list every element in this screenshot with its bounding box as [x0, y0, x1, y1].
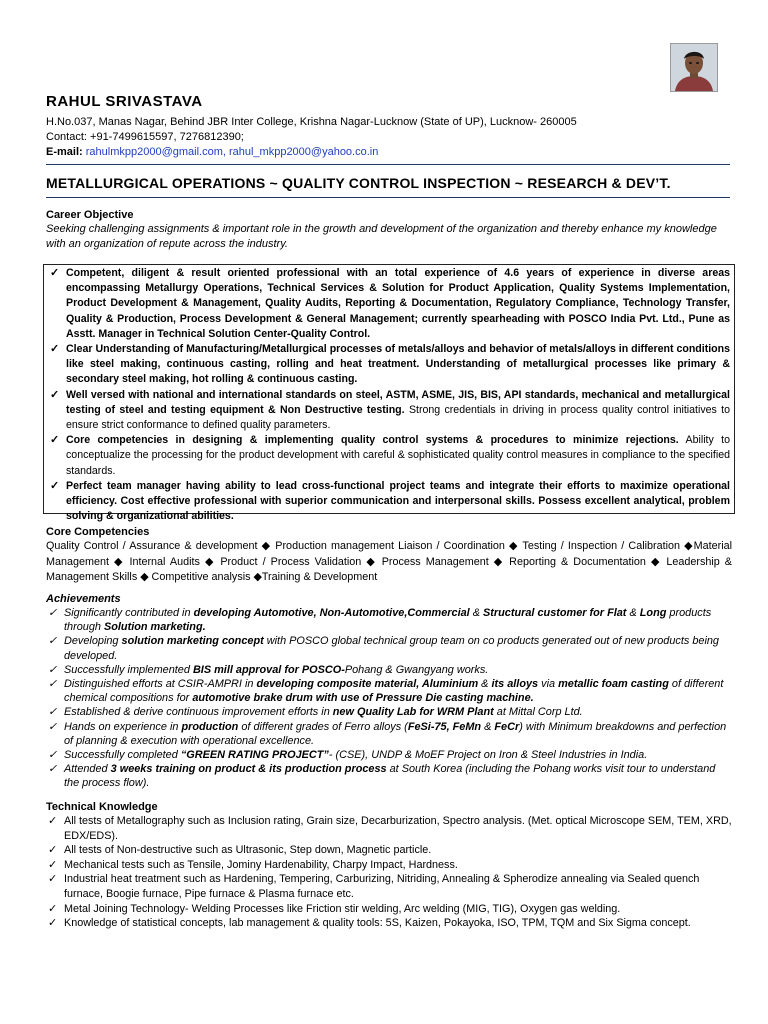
achievement-item — [46, 762, 732, 790]
achievement-highlight: Structural customer for Flat — [483, 607, 627, 619]
achievement-text: - (CSE), UNDP & MoEF Project on Iron & Steel Industries in India. — [328, 749, 648, 762]
technical-knowledge-text: Metal Joining Technology- Welding Processes like Friction stir welding, Arc welding (MIG, TIG), Oxygen gas welding. — [64, 902, 621, 915]
achievement-item — [46, 748, 732, 762]
achievement-text: of different grades of Ferro alloys ( — [238, 720, 408, 733]
person-photo-icon — [671, 44, 717, 91]
achievement-highlight: solution marketing concept — [121, 635, 264, 648]
achievement-text: products through — [64, 607, 712, 634]
summary-item — [48, 433, 730, 479]
achievement-highlight: developing Automotive, Non-Automotive,Commercial — [193, 607, 470, 619]
achievement-text: & — [478, 678, 492, 691]
profile-photo — [670, 43, 718, 92]
check-icon: ✓ — [50, 343, 60, 356]
check-icon: ✓ — [48, 815, 58, 827]
check-icon: ✓ — [48, 720, 58, 733]
achievement-highlight: FeSi-75, FeMn — [407, 720, 482, 733]
summary-item-bold: Clear Understanding of Manufacturing/Metallurgical processes of metals/alloys and behavior of metals/alloys in different conditions like steel making, continuous casting, rolling and heat treatment. Understanding of metallurgical processes like primary & secondary steel making, hot rolling & continuous casting. — [66, 343, 731, 386]
achievement-text: with POSCO global technical group team on co products generated out of new products being developed. — [64, 635, 719, 662]
achievements-list — [46, 606, 732, 791]
check-icon: ✓ — [48, 663, 58, 676]
check-icon: ✓ — [48, 635, 58, 648]
achievement-text: via — [538, 678, 559, 691]
achievement-text: at South Korea (including the Pohang works visit tour to understand the process flow). — [64, 763, 716, 790]
check-icon: ✓ — [48, 917, 58, 930]
contact-header — [46, 93, 726, 160]
achievement-text: & — [469, 607, 484, 619]
achievement-item — [46, 634, 732, 662]
career-objective-title: Career Objective — [46, 209, 134, 221]
check-icon: ✓ — [48, 678, 58, 691]
achievement-highlight: production — [181, 720, 239, 733]
divider-bottom — [46, 197, 730, 198]
summary-item — [48, 388, 730, 434]
check-icon: ✓ — [50, 434, 60, 447]
summary-item-text: Ability to conceptualize the processing for the product development with careful & sophisticated quality control measures in compliance to the specified standards. — [66, 434, 730, 477]
achievement-item — [46, 606, 732, 634]
check-icon: ✓ — [48, 902, 58, 915]
achievement-highlight: developing composite material, Aluminium — [256, 678, 479, 691]
check-icon: ✓ — [48, 607, 58, 619]
achievement-item — [46, 705, 732, 719]
achievement-item — [46, 677, 732, 705]
achievement-highlight: “GREEN RATING PROJECT” — [180, 749, 329, 762]
achievement-text: Hands on experience in — [64, 720, 182, 733]
technical-knowledge-text: All tests of Metallography such as Inclusion rating, Grain size, Decarburization, Spectro analysis. (Met. optical Microscope SEM, TEM, XRD, EDX/EDS). — [64, 815, 732, 842]
divider-top — [46, 164, 730, 165]
achievement-text: & — [481, 720, 495, 733]
achievement-text: Significantly contributed in — [64, 607, 194, 619]
summary-item-bold: Competent, diligent & result oriented professional with an total experience of 4.6 years of experience in diverse areas encompassing Metallurgy Operations, Technical Services & Solution for Product Application, Quality Systems Implementation, Product Development & Management, Quality Audits, Reporting & Documentation, Regulatory Compliance, Technology Transfer, Quality & Production, Process Development & General Management; currently spearheading with POSCO India Pvt. Ltd., Pune as Asstt. Manager in Technical Solution Center-Quality Control. — [66, 267, 730, 340]
technical-knowledge-item — [46, 814, 732, 843]
technical-knowledge-item — [46, 872, 732, 901]
achievement-text: Successfully completed — [64, 749, 181, 762]
core-competencies-text: Quality Control / Assurance & development ◆ Production management Liaison / Coordination ◆ Testing / Inspection / Calibration ◆Material Management ◆ Internal Audits ◆ Product / Process Validation ◆ Process Management ◆ Reporting & Documentation ◆ Leadership & Management Skills ◆ Competitive analysis ◆Training & Development — [46, 540, 732, 584]
summary-item-bold: Well versed with national and international standards on steel, ASTM, ASME, JIS, BIS, API standards, mechanical and metallurgical testing of steel and testing equipment & Non Destructive testing. — [66, 388, 730, 416]
achievement-text: Successfully implemented — [64, 663, 193, 676]
achievement-text: Developing — [64, 635, 122, 648]
achievement-text: & — [626, 607, 640, 619]
technical-knowledge-item — [46, 858, 732, 873]
summary-box — [43, 264, 735, 523]
achievement-text: Distinguished efforts at CSIR-AMPRI in — [64, 678, 257, 691]
achievement-text: of different chemical compositions for — [64, 678, 724, 705]
achievement-highlight: Solution marketing. — [103, 621, 206, 634]
achievements-title: Achievements — [46, 593, 121, 605]
career-objective-section — [46, 208, 732, 252]
summary-item-bold: Perfect team manager having ability to lead cross-functional project teams and integrate their efforts to maximize operational efficiency. Cost effective professional with superior communication and interpersonal skills. Possess excellent analytical, problem solving & organizational abilities. — [66, 479, 730, 523]
summary-item-text: Strong credentials in driving in process quality control initiatives to ensure strict conformance to defined quality parameters. — [66, 403, 730, 432]
achievement-highlight: BIS mill approval for POSCO- — [192, 663, 345, 676]
email-line — [46, 145, 726, 160]
achievement-highlight: Long — [639, 607, 667, 619]
core-competencies-title: Core Competencies — [46, 526, 150, 538]
core-competencies-section — [46, 525, 732, 586]
check-icon: ✓ — [48, 873, 58, 886]
achievement-text: ) with Minimum breakdowns and perfection of planning & execution with operational excellence. — [64, 720, 727, 747]
technical-knowledge-text: Industrial heat treatment such as Hardening, Tempering, Carburizing, Nitriding, Annealing & Spherodize annealing via Sealed quench furnace, Boogie furnace, Pipe furnace & Plasma furnace etc. — [64, 873, 700, 900]
technical-knowledge-text: Knowledge of statistical concepts, lab management & quality tools: 5S, Kaizen, Pokayoka, ISO, TPM, TQM and Six Sigma concept. — [64, 917, 691, 930]
technical-knowledge-item — [46, 843, 732, 858]
check-icon: ✓ — [48, 844, 58, 857]
email-addresses[interactable]: rahulmkpp2000@gmail.com, rahul_mkpp2000@yahoo.co.in — [85, 146, 379, 158]
check-icon: ✓ — [48, 749, 58, 762]
technical-knowledge-item — [46, 902, 732, 917]
contact-phone: Contact: +91-7499615597, 7276812390; — [46, 131, 244, 143]
summary-item — [48, 266, 730, 342]
achievement-highlight: automotive brake drum with use of Pressure Die casting machine. — [192, 692, 534, 705]
achievement-highlight: FeCr — [494, 720, 520, 733]
achievement-highlight: 3 weeks training on product & its production process — [110, 763, 387, 776]
achievement-item — [46, 663, 732, 677]
check-icon: ✓ — [50, 388, 60, 401]
achievement-highlight: its alloys — [491, 678, 539, 691]
check-icon: ✓ — [48, 763, 58, 776]
summary-item-bold: Core competencies in designing & implementing quality control systems & procedures to minimize rejections. — [66, 434, 679, 447]
summary-list — [48, 266, 730, 524]
achievement-item — [46, 720, 732, 748]
achievement-highlight: metallic foam casting — [558, 678, 669, 691]
achievement-text: Pohang & Gwangyang works. — [344, 663, 489, 676]
technical-knowledge-item — [46, 916, 732, 931]
achievement-text: at Mittal Corp Ltd. — [493, 706, 583, 719]
candidate-name: RAHUL SRIVASTAVA — [46, 93, 203, 110]
achievement-highlight: new Quality Lab for WRM Plant — [332, 706, 494, 719]
technical-knowledge-text: Mechanical tests such as Tensile, Jominy Hardenability, Charpy Impact, Hardness. — [64, 858, 458, 871]
technical-knowledge-list — [46, 814, 732, 931]
achievement-text: Attended — [64, 763, 111, 776]
check-icon: ✓ — [50, 479, 60, 492]
technical-knowledge-text: All tests of Non-destructive such as Ultrasonic, Step down, Magnetic particle. — [64, 844, 432, 857]
technical-knowledge-section — [46, 800, 732, 931]
headline: METALLURGICAL OPERATIONS ~ QUALITY CONTROL INSPECTION ~ RESEARCH & DEV’T. — [46, 175, 671, 191]
check-icon: ✓ — [48, 858, 58, 871]
address: H.No.037, Manas Nagar, Behind JBR Inter College, Krishna Nagar-Lucknow (State of UP), Lucknow- 260005 — [46, 116, 577, 128]
check-icon: ✓ — [48, 706, 58, 719]
check-icon: ✓ — [50, 267, 60, 279]
achievements-section — [46, 592, 732, 791]
email-label: E-mail: — [46, 146, 86, 158]
career-objective-text: Seeking challenging assignments & important role in the growth and development of the organization and thereby enhance my knowledge with an organization of repute across the industry. — [46, 223, 717, 250]
achievement-text: Established & derive continuous improvement efforts in — [64, 706, 333, 719]
summary-item — [48, 479, 730, 525]
technical-knowledge-title: Technical Knowledge — [46, 801, 158, 813]
summary-item — [48, 342, 730, 388]
